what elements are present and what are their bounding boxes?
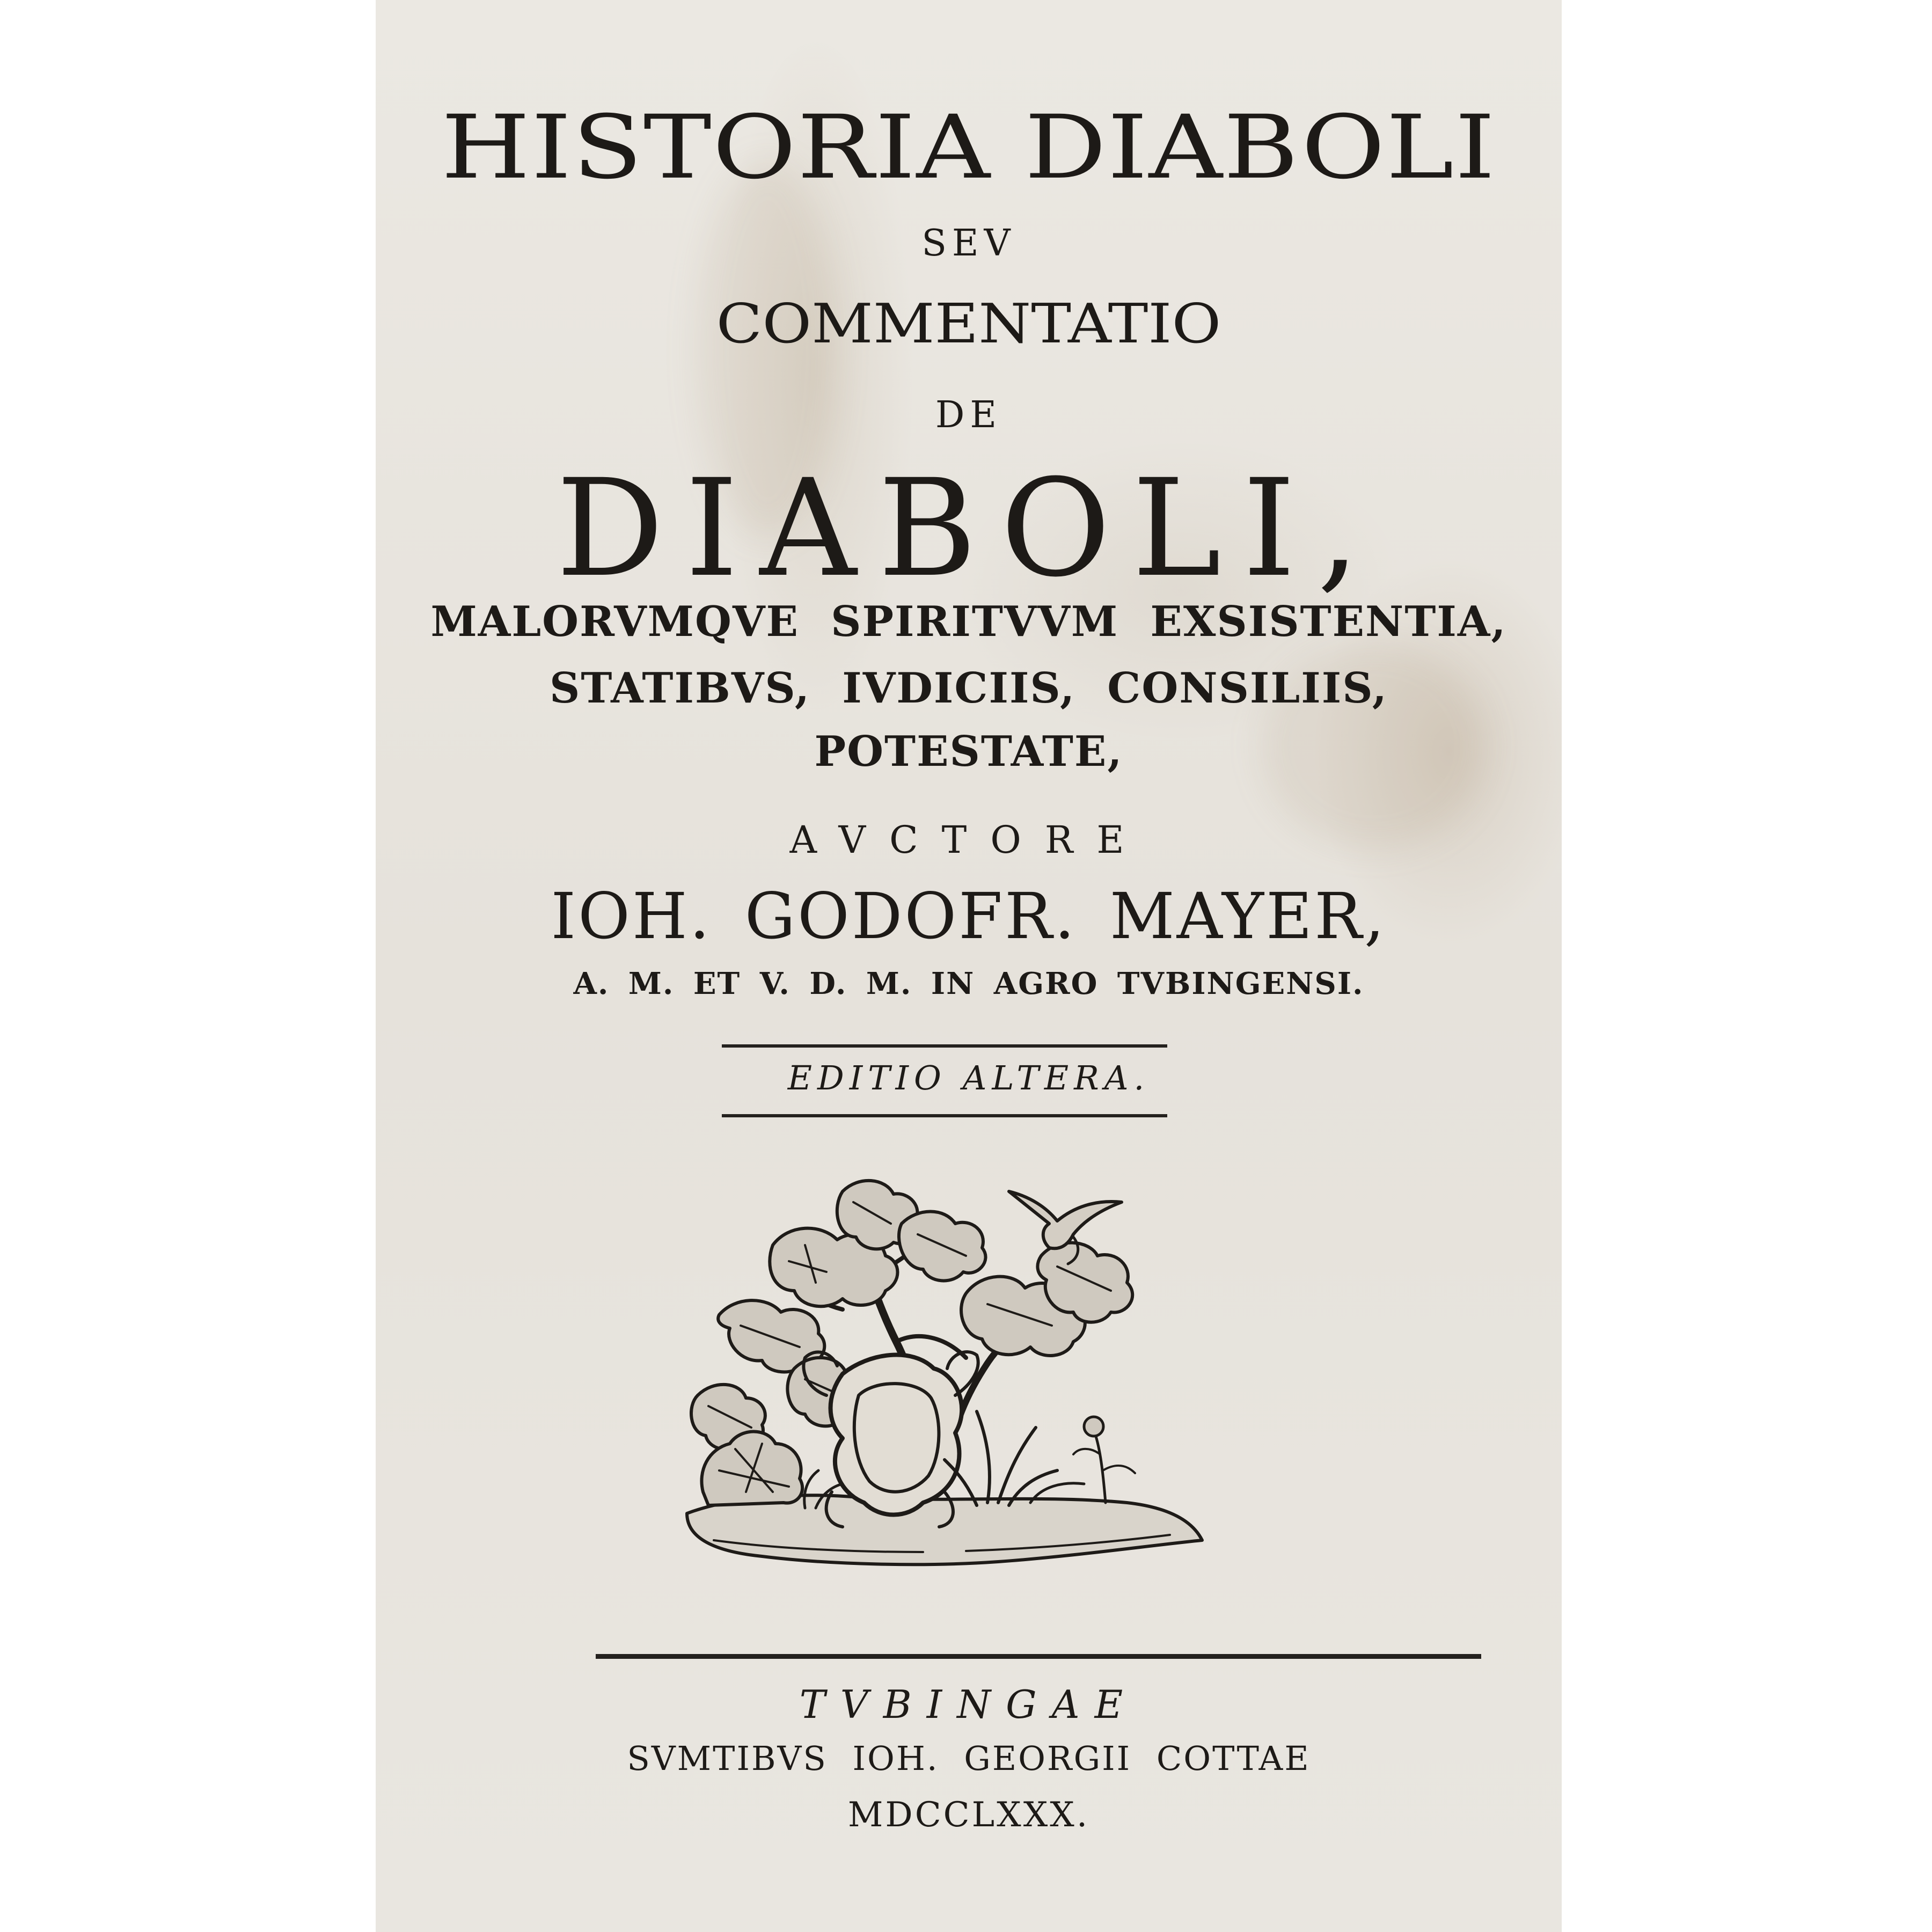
edition-label: EDITIO ALTERA. <box>787 1058 1150 1097</box>
imprint-year: MDCCLXXX. <box>847 1795 1090 1835</box>
edition-top-rule <box>722 1044 1167 1048</box>
subtitle-line-2: STATIBVS, IVDICIIS, CONSILIIS, <box>550 664 1388 713</box>
publisher-top-rule <box>596 1654 1481 1659</box>
diaboli-word: DIABOLI, <box>556 450 1381 606</box>
subtitle-line-1: MALORVMQVE SPIRITVVM EXSISTENTIA, <box>430 597 1507 646</box>
main-title: HISTORIA DIABOLI <box>441 96 1496 199</box>
author-name: IOH. GODOFR. MAYER, <box>551 879 1387 953</box>
commentatio-word: COMMENTATIO <box>716 292 1221 356</box>
imprint-city: TVBINGAE <box>799 1682 1138 1727</box>
imprint-publisher: SVMTIBVS IOH. GEORGII COTTAE <box>627 1739 1311 1778</box>
seu-word: SEV <box>921 222 1016 265</box>
edition-bottom-rule <box>722 1114 1167 1117</box>
de-word: DE <box>935 394 1002 436</box>
auctore-label: AVCTORE <box>789 818 1148 862</box>
author-degree: A. M. ET V. D. M. IN AGRO TVBINGENSI. <box>573 966 1364 1001</box>
subtitle-line-3: POTESTATE, <box>814 727 1123 776</box>
title-page <box>376 0 1562 1932</box>
woodcut-tree-cartouche-bird-icon <box>665 1170 1218 1610</box>
